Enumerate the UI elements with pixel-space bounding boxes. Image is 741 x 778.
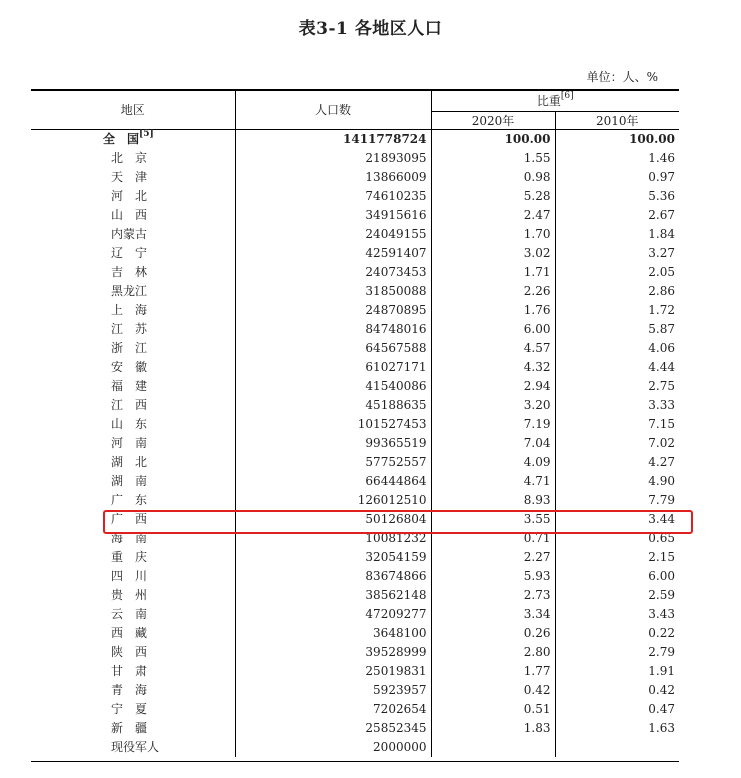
region-name <box>31 396 235 415</box>
population-value: 3648100 <box>235 624 431 643</box>
region-name <box>31 206 235 225</box>
region-label: 河 北 <box>111 189 148 203</box>
region-label: 贵 州 <box>111 588 148 602</box>
region-label: 浙 江 <box>111 341 148 355</box>
table-row <box>31 605 679 624</box>
population-value: 57752557 <box>235 453 431 472</box>
region-name <box>31 567 235 586</box>
population-table <box>31 90 679 757</box>
table-row <box>31 149 679 168</box>
table-row <box>31 282 679 301</box>
population-value: 1411778724 <box>235 130 431 150</box>
population-value: 66444864 <box>235 472 431 491</box>
share-2010-value: 4.06 <box>555 339 679 358</box>
share-2020-value: 0.71 <box>431 529 555 548</box>
region-label: 青 海 <box>111 683 148 697</box>
region-name <box>31 339 235 358</box>
region-label: 宁 夏 <box>111 702 148 716</box>
share-2010-value: 100.00 <box>555 130 679 150</box>
region-label: 广 东 <box>111 493 148 507</box>
region-label: 重 庆 <box>111 550 148 564</box>
share-2010-value: 6.00 <box>555 567 679 586</box>
table-row <box>31 491 679 510</box>
share-2020-value: 1.55 <box>431 149 555 168</box>
share-2010-value: 2.86 <box>555 282 679 301</box>
table-row <box>31 548 679 567</box>
region-name <box>31 244 235 263</box>
region-label: 海 南 <box>111 531 148 545</box>
population-value: 47209277 <box>235 605 431 624</box>
region-name <box>31 453 235 472</box>
table-row <box>31 643 679 662</box>
population-value: 32054159 <box>235 548 431 567</box>
table-row <box>31 225 679 244</box>
share-2020-value <box>431 738 555 757</box>
region-name <box>31 586 235 605</box>
share-2020-value: 1.83 <box>431 719 555 738</box>
share-2010-value <box>555 738 679 757</box>
region-label: 内蒙古 <box>111 227 148 241</box>
share-2020-value: 6.00 <box>431 320 555 339</box>
table-row <box>31 567 679 586</box>
region-name <box>31 358 235 377</box>
share-2020-value: 2.73 <box>431 586 555 605</box>
table-row <box>31 472 679 491</box>
national-label: 全 国 <box>103 132 140 146</box>
region-name <box>31 681 235 700</box>
region-label: 江 苏 <box>111 322 148 336</box>
share-2010-value: 1.84 <box>555 225 679 244</box>
population-value: 21893095 <box>235 149 431 168</box>
population-value: 61027171 <box>235 358 431 377</box>
population-value: 38562148 <box>235 586 431 605</box>
share-2010-value: 2.67 <box>555 206 679 225</box>
table-row-national <box>31 130 679 150</box>
population-value: 83674866 <box>235 567 431 586</box>
region-name <box>31 643 235 662</box>
table-row <box>31 168 679 187</box>
share-2020-value: 1.71 <box>431 263 555 282</box>
share-2010-value: 0.97 <box>555 168 679 187</box>
share-2010-value: 7.15 <box>555 415 679 434</box>
region-name <box>31 700 235 719</box>
region-name <box>31 624 235 643</box>
share-2010-value: 2.79 <box>555 643 679 662</box>
table-row <box>31 339 679 358</box>
region-label: 广 西 <box>111 512 148 526</box>
share-2020-value: 3.34 <box>431 605 555 624</box>
highlight-box <box>103 510 693 534</box>
share-2010-value: 0.65 <box>555 529 679 548</box>
share-2020-value: 2.94 <box>431 377 555 396</box>
population-value: 24049155 <box>235 225 431 244</box>
share-2020-value: 1.77 <box>431 662 555 681</box>
region-name <box>31 187 235 206</box>
share-2020-value: 4.09 <box>431 453 555 472</box>
share-2020-value: 2.80 <box>431 643 555 662</box>
region-name <box>31 491 235 510</box>
table-row <box>31 377 679 396</box>
share-2010-value: 3.44 <box>555 510 679 529</box>
share-2010-value: 2.75 <box>555 377 679 396</box>
region-name <box>31 301 235 320</box>
table-row <box>31 662 679 681</box>
share-2010-value: 4.44 <box>555 358 679 377</box>
region-name <box>31 377 235 396</box>
table-title: 表3-1 各地区人口 <box>298 19 443 39</box>
region-label: 江 西 <box>111 398 148 412</box>
region-name <box>31 548 235 567</box>
share-2010-value: 4.27 <box>555 453 679 472</box>
share-2020-value: 8.93 <box>431 491 555 510</box>
region-label: 河 南 <box>111 436 148 450</box>
population-value: 13866009 <box>235 168 431 187</box>
unit-label: 单位：人、% <box>586 70 658 84</box>
population-value: 24870895 <box>235 301 431 320</box>
share-2010-value: 0.47 <box>555 700 679 719</box>
share-2010-value: 3.43 <box>555 605 679 624</box>
share-2010-value: 2.59 <box>555 586 679 605</box>
population-value: 2000000 <box>235 738 431 757</box>
table-bottom-rule <box>31 761 679 762</box>
share-2020-value: 1.76 <box>431 301 555 320</box>
share-2020-value: 3.55 <box>431 510 555 529</box>
share-2020-value: 5.28 <box>431 187 555 206</box>
population-value: 5923957 <box>235 681 431 700</box>
share-2020-value: 0.26 <box>431 624 555 643</box>
region-name <box>31 434 235 453</box>
region-name <box>31 415 235 434</box>
population-value: 7202654 <box>235 700 431 719</box>
share-2010-value: 7.02 <box>555 434 679 453</box>
share-2020-value: 3.02 <box>431 244 555 263</box>
region-name <box>31 282 235 301</box>
share-2020-value: 5.93 <box>431 567 555 586</box>
population-value: 101527453 <box>235 415 431 434</box>
share-2020-value: 0.98 <box>431 168 555 187</box>
region-label: 云 南 <box>111 607 148 621</box>
population-value: 126012510 <box>235 491 431 510</box>
table-row <box>31 719 679 738</box>
population-value: 42591407 <box>235 244 431 263</box>
table-row <box>31 700 679 719</box>
population-value: 74610235 <box>235 187 431 206</box>
region-label: 山 东 <box>111 417 148 431</box>
table-row <box>31 263 679 282</box>
region-label: 北 京 <box>111 151 148 165</box>
share-2010-value: 7.79 <box>555 491 679 510</box>
share-2010-value: 1.63 <box>555 719 679 738</box>
header-region: 地区 <box>31 90 235 130</box>
share-2020-value: 3.20 <box>431 396 555 415</box>
region-name <box>31 263 235 282</box>
share-2010-value: 4.90 <box>555 472 679 491</box>
region-name <box>31 320 235 339</box>
region-name <box>31 719 235 738</box>
share-2010-value: 1.46 <box>555 149 679 168</box>
table-row <box>31 681 679 700</box>
share-2020-value: 4.71 <box>431 472 555 491</box>
region-label: 黑龙江 <box>111 284 148 298</box>
population-value: 41540086 <box>235 377 431 396</box>
region-label: 湖 北 <box>111 455 148 469</box>
region-label: 西 藏 <box>111 626 148 640</box>
share-2010-value: 1.91 <box>555 662 679 681</box>
share-2010-value: 3.27 <box>555 244 679 263</box>
share-2020-value: 4.57 <box>431 339 555 358</box>
population-value: 10081232 <box>235 529 431 548</box>
population-value: 84748016 <box>235 320 431 339</box>
population-value: 24073453 <box>235 263 431 282</box>
share-2020-value: 100.00 <box>431 130 555 150</box>
share-2020-value: 7.19 <box>431 415 555 434</box>
region-label: 天 津 <box>111 170 148 184</box>
table-row <box>31 415 679 434</box>
table-row <box>31 586 679 605</box>
population-value: 25019831 <box>235 662 431 681</box>
region-label: 现役军人 <box>111 740 160 754</box>
table-row <box>31 453 679 472</box>
region-label: 甘 肃 <box>111 664 148 678</box>
region-label: 上 海 <box>111 303 148 317</box>
population-value: 45188635 <box>235 396 431 415</box>
table-row <box>31 301 679 320</box>
header-share-label: 比重 <box>536 94 561 108</box>
region-label: 安 徽 <box>111 360 148 374</box>
share-2010-value: 5.87 <box>555 320 679 339</box>
share-2010-value: 0.42 <box>555 681 679 700</box>
share-2020-value: 2.27 <box>431 548 555 567</box>
header-share-note: [6] <box>560 91 574 101</box>
table-row <box>31 738 679 757</box>
share-2020-value: 4.32 <box>431 358 555 377</box>
table-row <box>31 396 679 415</box>
table-row <box>31 206 679 225</box>
region-name <box>31 662 235 681</box>
population-value: 39528999 <box>235 643 431 662</box>
population-value: 25852345 <box>235 719 431 738</box>
table-row <box>31 320 679 339</box>
region-name <box>31 605 235 624</box>
population-value: 50126804 <box>235 510 431 529</box>
region-label: 辽 宁 <box>111 246 148 260</box>
table-row <box>31 434 679 453</box>
region-label: 湖 南 <box>111 474 148 488</box>
table-row <box>31 244 679 263</box>
population-value: 31850088 <box>235 282 431 301</box>
header-year-2020: 2020年 <box>431 112 555 130</box>
header-year-2010: 2010年 <box>555 112 679 130</box>
region-label: 陕 西 <box>111 645 148 659</box>
national-note: [5] <box>139 129 154 139</box>
share-2020-value: 2.47 <box>431 206 555 225</box>
population-value: 34915616 <box>235 206 431 225</box>
share-2020-value: 0.51 <box>431 700 555 719</box>
region-name <box>31 738 235 757</box>
region-name <box>31 225 235 244</box>
population-value: 64567588 <box>235 339 431 358</box>
share-2010-value: 2.05 <box>555 263 679 282</box>
header-population: 人口数 <box>235 90 431 130</box>
region-name <box>31 472 235 491</box>
region-label: 吉 林 <box>111 265 148 279</box>
region-label: 山 西 <box>111 208 148 222</box>
region-label: 新 疆 <box>111 721 148 735</box>
region-label: 福 建 <box>111 379 148 393</box>
share-2020-value: 2.26 <box>431 282 555 301</box>
region-name <box>103 130 154 149</box>
share-2010-value: 2.15 <box>555 548 679 567</box>
share-2010-value: 1.72 <box>555 301 679 320</box>
region-label: 四 川 <box>111 569 148 583</box>
population-value: 99365519 <box>235 434 431 453</box>
share-2010-value: 5.36 <box>555 187 679 206</box>
header-share <box>431 90 679 112</box>
share-2010-value: 3.33 <box>555 396 679 415</box>
table-row <box>31 624 679 643</box>
table-row <box>31 358 679 377</box>
region-name <box>31 168 235 187</box>
share-2020-value: 1.70 <box>431 225 555 244</box>
share-2020-value: 7.04 <box>431 434 555 453</box>
region-name <box>31 149 235 168</box>
table-row <box>31 187 679 206</box>
share-2020-value: 0.42 <box>431 681 555 700</box>
share-2010-value: 0.22 <box>555 624 679 643</box>
